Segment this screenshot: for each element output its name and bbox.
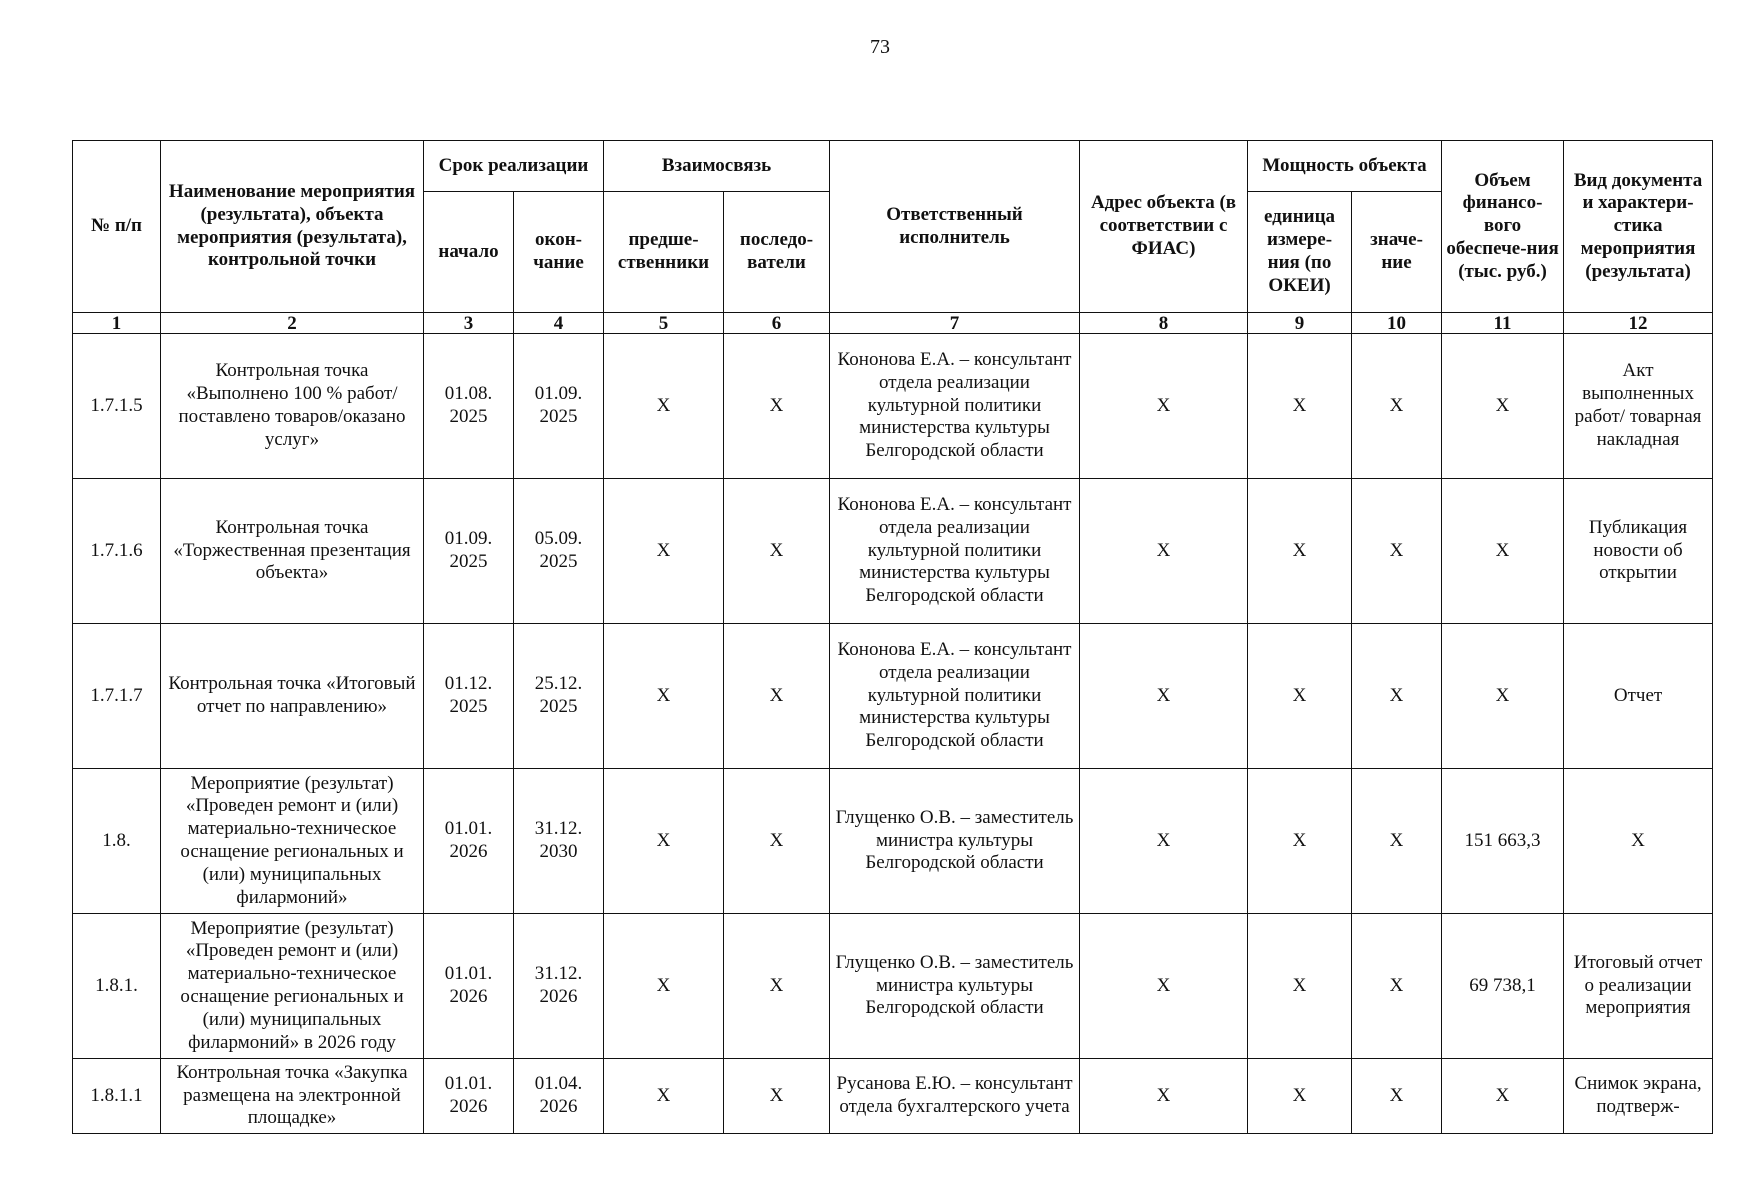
cell-name: Мероприятие (результат) «Проведен ремонт и (или) материально-техническое оснащение региональных и (или) муниципальных филармоний» (161, 769, 424, 914)
cell-funding: 151 663,3 (1442, 769, 1564, 914)
header-address: Адрес объекта (в соответствии с ФИАС) (1080, 141, 1248, 313)
cell-num: 1.8.1. (73, 914, 161, 1059)
cell-num: 1.8. (73, 769, 161, 914)
column-number: 6 (724, 313, 830, 334)
column-number: 1 (73, 313, 161, 334)
cell-address: X (1080, 1059, 1248, 1134)
cell-prev: X (604, 334, 724, 479)
header-link-group: Взаимосвязь (604, 141, 830, 192)
header-col-name: Наименование мероприятия (результата), объекта мероприятия (результата), контрольной точки (161, 141, 424, 313)
cell-start: 01.09. 2025 (424, 479, 514, 624)
cell-value: X (1352, 334, 1442, 479)
table-row (73, 624, 1713, 769)
cell-executor: Кононова Е.А. – консультант отдела реализации культурной политики министерства культуры Белгородской области (830, 479, 1080, 624)
cell-name: Мероприятие (результат) «Проведен ремонт и (или) материально-техническое оснащение региональных и (или) муниципальных филармоний» в 2026 году (161, 914, 424, 1059)
cell-address: X (1080, 479, 1248, 624)
cell-executor: Русанова Е.Ю. – консультант отдела бухгалтерского учета (830, 1059, 1080, 1134)
cell-start: 01.08. 2025 (424, 334, 514, 479)
cell-value: X (1352, 914, 1442, 1059)
cell-prev: X (604, 479, 724, 624)
cell-num: 1.7.1.7 (73, 624, 161, 769)
cell-next: X (724, 914, 830, 1059)
cell-address: X (1080, 769, 1248, 914)
header-executor: Ответственный исполнитель (830, 141, 1080, 313)
cell-name: Контрольная точка «Выполнено 100 % работ/поставлено товаров/оказано услуг» (161, 334, 424, 479)
cell-next: X (724, 479, 830, 624)
cell-end: 01.04. 2026 (514, 1059, 604, 1134)
header-col-num: № п/п (73, 141, 161, 313)
cell-end: 25.12. 2025 (514, 624, 604, 769)
cell-start: 01.12. 2025 (424, 624, 514, 769)
cell-executor: Кононова Е.А. – консультант отдела реализации культурной политики министерства культуры Белгородской области (830, 624, 1080, 769)
cell-start: 01.01. 2026 (424, 914, 514, 1059)
column-number-row (73, 313, 1713, 334)
cell-name: Контрольная точка «Торжественная презентация объекта» (161, 479, 424, 624)
cell-next: X (724, 1059, 830, 1134)
column-number: 5 (604, 313, 724, 334)
cell-doc: Снимок экрана, подтверж- (1564, 1059, 1713, 1134)
cell-executor: Глущенко О.В. – заместитель министра культуры Белгородской области (830, 769, 1080, 914)
table-row (73, 334, 1713, 479)
column-number: 9 (1248, 313, 1352, 334)
cell-funding: X (1442, 334, 1564, 479)
cell-prev: X (604, 769, 724, 914)
header-capacity-value: значе-ние (1352, 192, 1442, 313)
cell-end: 05.09. 2025 (514, 479, 604, 624)
cell-address: X (1080, 914, 1248, 1059)
header-capacity-unit: единица измере-ния (по ОКЕИ) (1248, 192, 1352, 313)
cell-name: Контрольная точка «Итоговый отчет по направлению» (161, 624, 424, 769)
cell-start: 01.01. 2026 (424, 1059, 514, 1134)
cell-doc: Акт выполненных работ/ товарная накладная (1564, 334, 1713, 479)
cell-funding: X (1442, 624, 1564, 769)
cell-name: Контрольная точка «Закупка размещена на электронной площадке» (161, 1059, 424, 1134)
cell-prev: X (604, 1059, 724, 1134)
cell-executor: Глущенко О.В. – заместитель министра культуры Белгородской области (830, 914, 1080, 1059)
cell-doc: Итоговый отчет о реализации мероприятия (1564, 914, 1713, 1059)
cell-unit: X (1248, 624, 1352, 769)
cell-address: X (1080, 624, 1248, 769)
cell-doc: X (1564, 769, 1713, 914)
header-funding: Объем финансо-вого обеспече-ния (тыс. руб.) (1442, 141, 1564, 313)
header-capacity-group: Мощность объекта (1248, 141, 1442, 192)
cell-doc: Отчет (1564, 624, 1713, 769)
column-number: 8 (1080, 313, 1248, 334)
cell-doc: Публикация новости об открытии (1564, 479, 1713, 624)
header-row-top (73, 141, 1713, 192)
table-row (73, 769, 1713, 914)
cell-num: 1.8.1.1 (73, 1059, 161, 1134)
cell-end: 31.12. 2026 (514, 914, 604, 1059)
cell-next: X (724, 624, 830, 769)
header-term-start: начало (424, 192, 514, 313)
cell-next: X (724, 334, 830, 479)
header-doc-type: Вид документа и характери-стика мероприятия (результата) (1564, 141, 1713, 313)
cell-prev: X (604, 914, 724, 1059)
header-link-next: последо-ватели (724, 192, 830, 313)
cell-value: X (1352, 624, 1442, 769)
cell-unit: X (1248, 479, 1352, 624)
column-number: 11 (1442, 313, 1564, 334)
cell-unit: X (1248, 914, 1352, 1059)
cell-end: 31.12. 2030 (514, 769, 604, 914)
column-number: 7 (830, 313, 1080, 334)
table-row (73, 914, 1713, 1059)
cell-start: 01.01. 2026 (424, 769, 514, 914)
cell-prev: X (604, 624, 724, 769)
cell-unit: X (1248, 1059, 1352, 1134)
cell-num: 1.7.1.5 (73, 334, 161, 479)
cell-funding: X (1442, 479, 1564, 624)
header-term-group: Срок реализации (424, 141, 604, 192)
column-number: 2 (161, 313, 424, 334)
column-number: 12 (1564, 313, 1713, 334)
cell-num: 1.7.1.6 (73, 479, 161, 624)
column-number: 3 (424, 313, 514, 334)
header-link-prev: предше-ственники (604, 192, 724, 313)
cell-executor: Кононова Е.А. – консультант отдела реализации культурной политики министерства культуры Белгородской области (830, 334, 1080, 479)
table-row (73, 479, 1713, 624)
cell-unit: X (1248, 769, 1352, 914)
table-row (73, 1059, 1713, 1134)
cell-funding: 69 738,1 (1442, 914, 1564, 1059)
cell-address: X (1080, 334, 1248, 479)
column-number: 10 (1352, 313, 1442, 334)
activities-table (72, 140, 1713, 1134)
cell-funding: X (1442, 1059, 1564, 1134)
header-term-end: окон-чание (514, 192, 604, 313)
cell-end: 01.09. 2025 (514, 334, 604, 479)
cell-next: X (724, 769, 830, 914)
cell-unit: X (1248, 334, 1352, 479)
page-number: 73 (870, 36, 890, 58)
column-number: 4 (514, 313, 604, 334)
cell-value: X (1352, 769, 1442, 914)
cell-value: X (1352, 1059, 1442, 1134)
cell-value: X (1352, 479, 1442, 624)
